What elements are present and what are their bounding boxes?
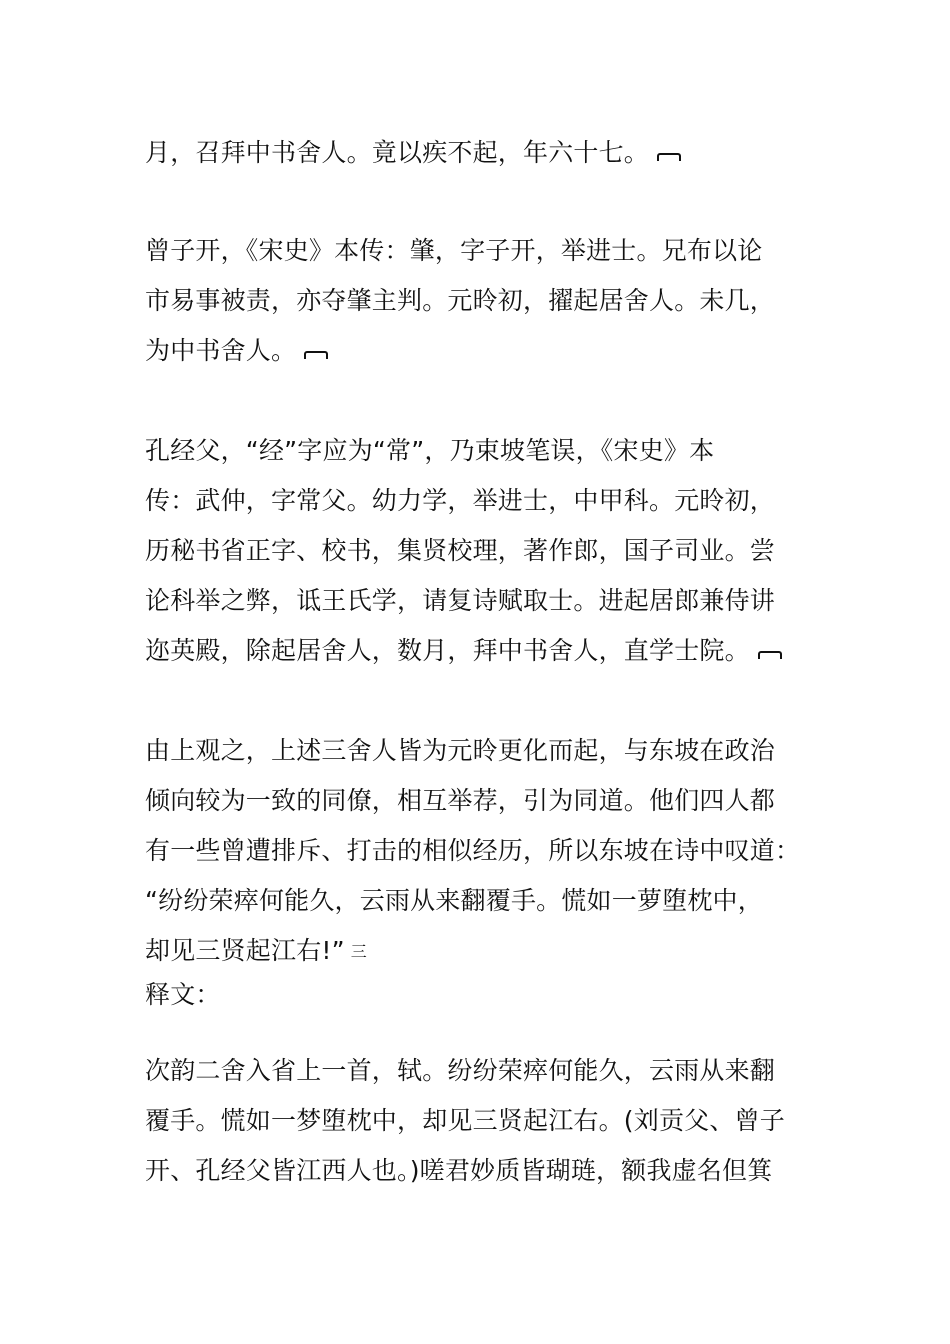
text-line: 覆手。慌如一梦堕枕中，却见三贤起江右。(刘贡父、曾子: [145, 1106, 785, 1135]
text-line: 释文：: [145, 980, 221, 1009]
text-line: 市易事被责，亦夺肇主判。元昤初，擢起居舍人。未几，: [145, 286, 776, 315]
footnote-mark: [304, 351, 328, 359]
paragraph-4: [145, 726, 805, 976]
footnote-mark: [758, 651, 782, 659]
line-text: 却见三贤起江右!”: [145, 936, 345, 965]
line-text: 为中书舍人。: [145, 336, 297, 365]
text-line: [145, 128, 805, 178]
text-line: [145, 926, 805, 976]
paragraph-5: [145, 970, 805, 1020]
text-line: [145, 626, 805, 676]
line-text: 月，召拜中书舍人。竟以疾不起，年六十七。: [145, 138, 650, 167]
text-line: 孔经父，“经”字应为“常”，乃束坡笔误，《宋史》本: [145, 436, 715, 465]
text-line: 次韵二舍入省上一首，轼。纷纷荣瘁何能久，云雨从来翻: [145, 1056, 776, 1085]
text-line: “纷纷荣瘁何能久，云雨从来翻覆手。慌如一萝堕枕中，: [145, 886, 763, 915]
line-text: 迩英殿，除起居舍人，数月，拜中书舍人，直学士院。: [145, 636, 750, 665]
paragraph-2: [145, 226, 805, 376]
text-line: 有一些曾遭排斥、打击的相似经历，所以东坡在诗中叹道：: [145, 836, 801, 865]
footnote-mark: [657, 153, 681, 161]
text-line: 由上观之，上述三舍人皆为元昤更化而起，与东坡在政治: [145, 736, 776, 765]
paragraph-1: [145, 128, 805, 178]
text-line: [145, 326, 805, 376]
footnote-mark: 三: [350, 942, 367, 961]
text-line: 开、孔经父皆江西人也。)嗟君妙质皆瑚琏，额我虚名但箕: [145, 1156, 773, 1185]
text-line: 曾子开，《宋史》本传：肇，字子开，举进士。兄布以论: [145, 236, 763, 265]
text-line: 传：武仲，字常父。幼力学，举进士，中甲科。元昤初，: [145, 486, 776, 515]
text-line: 倾向较为一致的同僚，相互举荐，引为同道。他们四人都: [145, 786, 776, 815]
paragraph-3: [145, 426, 805, 676]
text-line: 论科举之弊，诋王氏学，请复诗赋取士。进起居郎兼侍讲: [145, 586, 776, 615]
paragraph-6: [145, 1046, 805, 1196]
text-line: 历秘书省正字、校书，集贤校理，著作郎，国子司业。尝: [145, 536, 776, 565]
